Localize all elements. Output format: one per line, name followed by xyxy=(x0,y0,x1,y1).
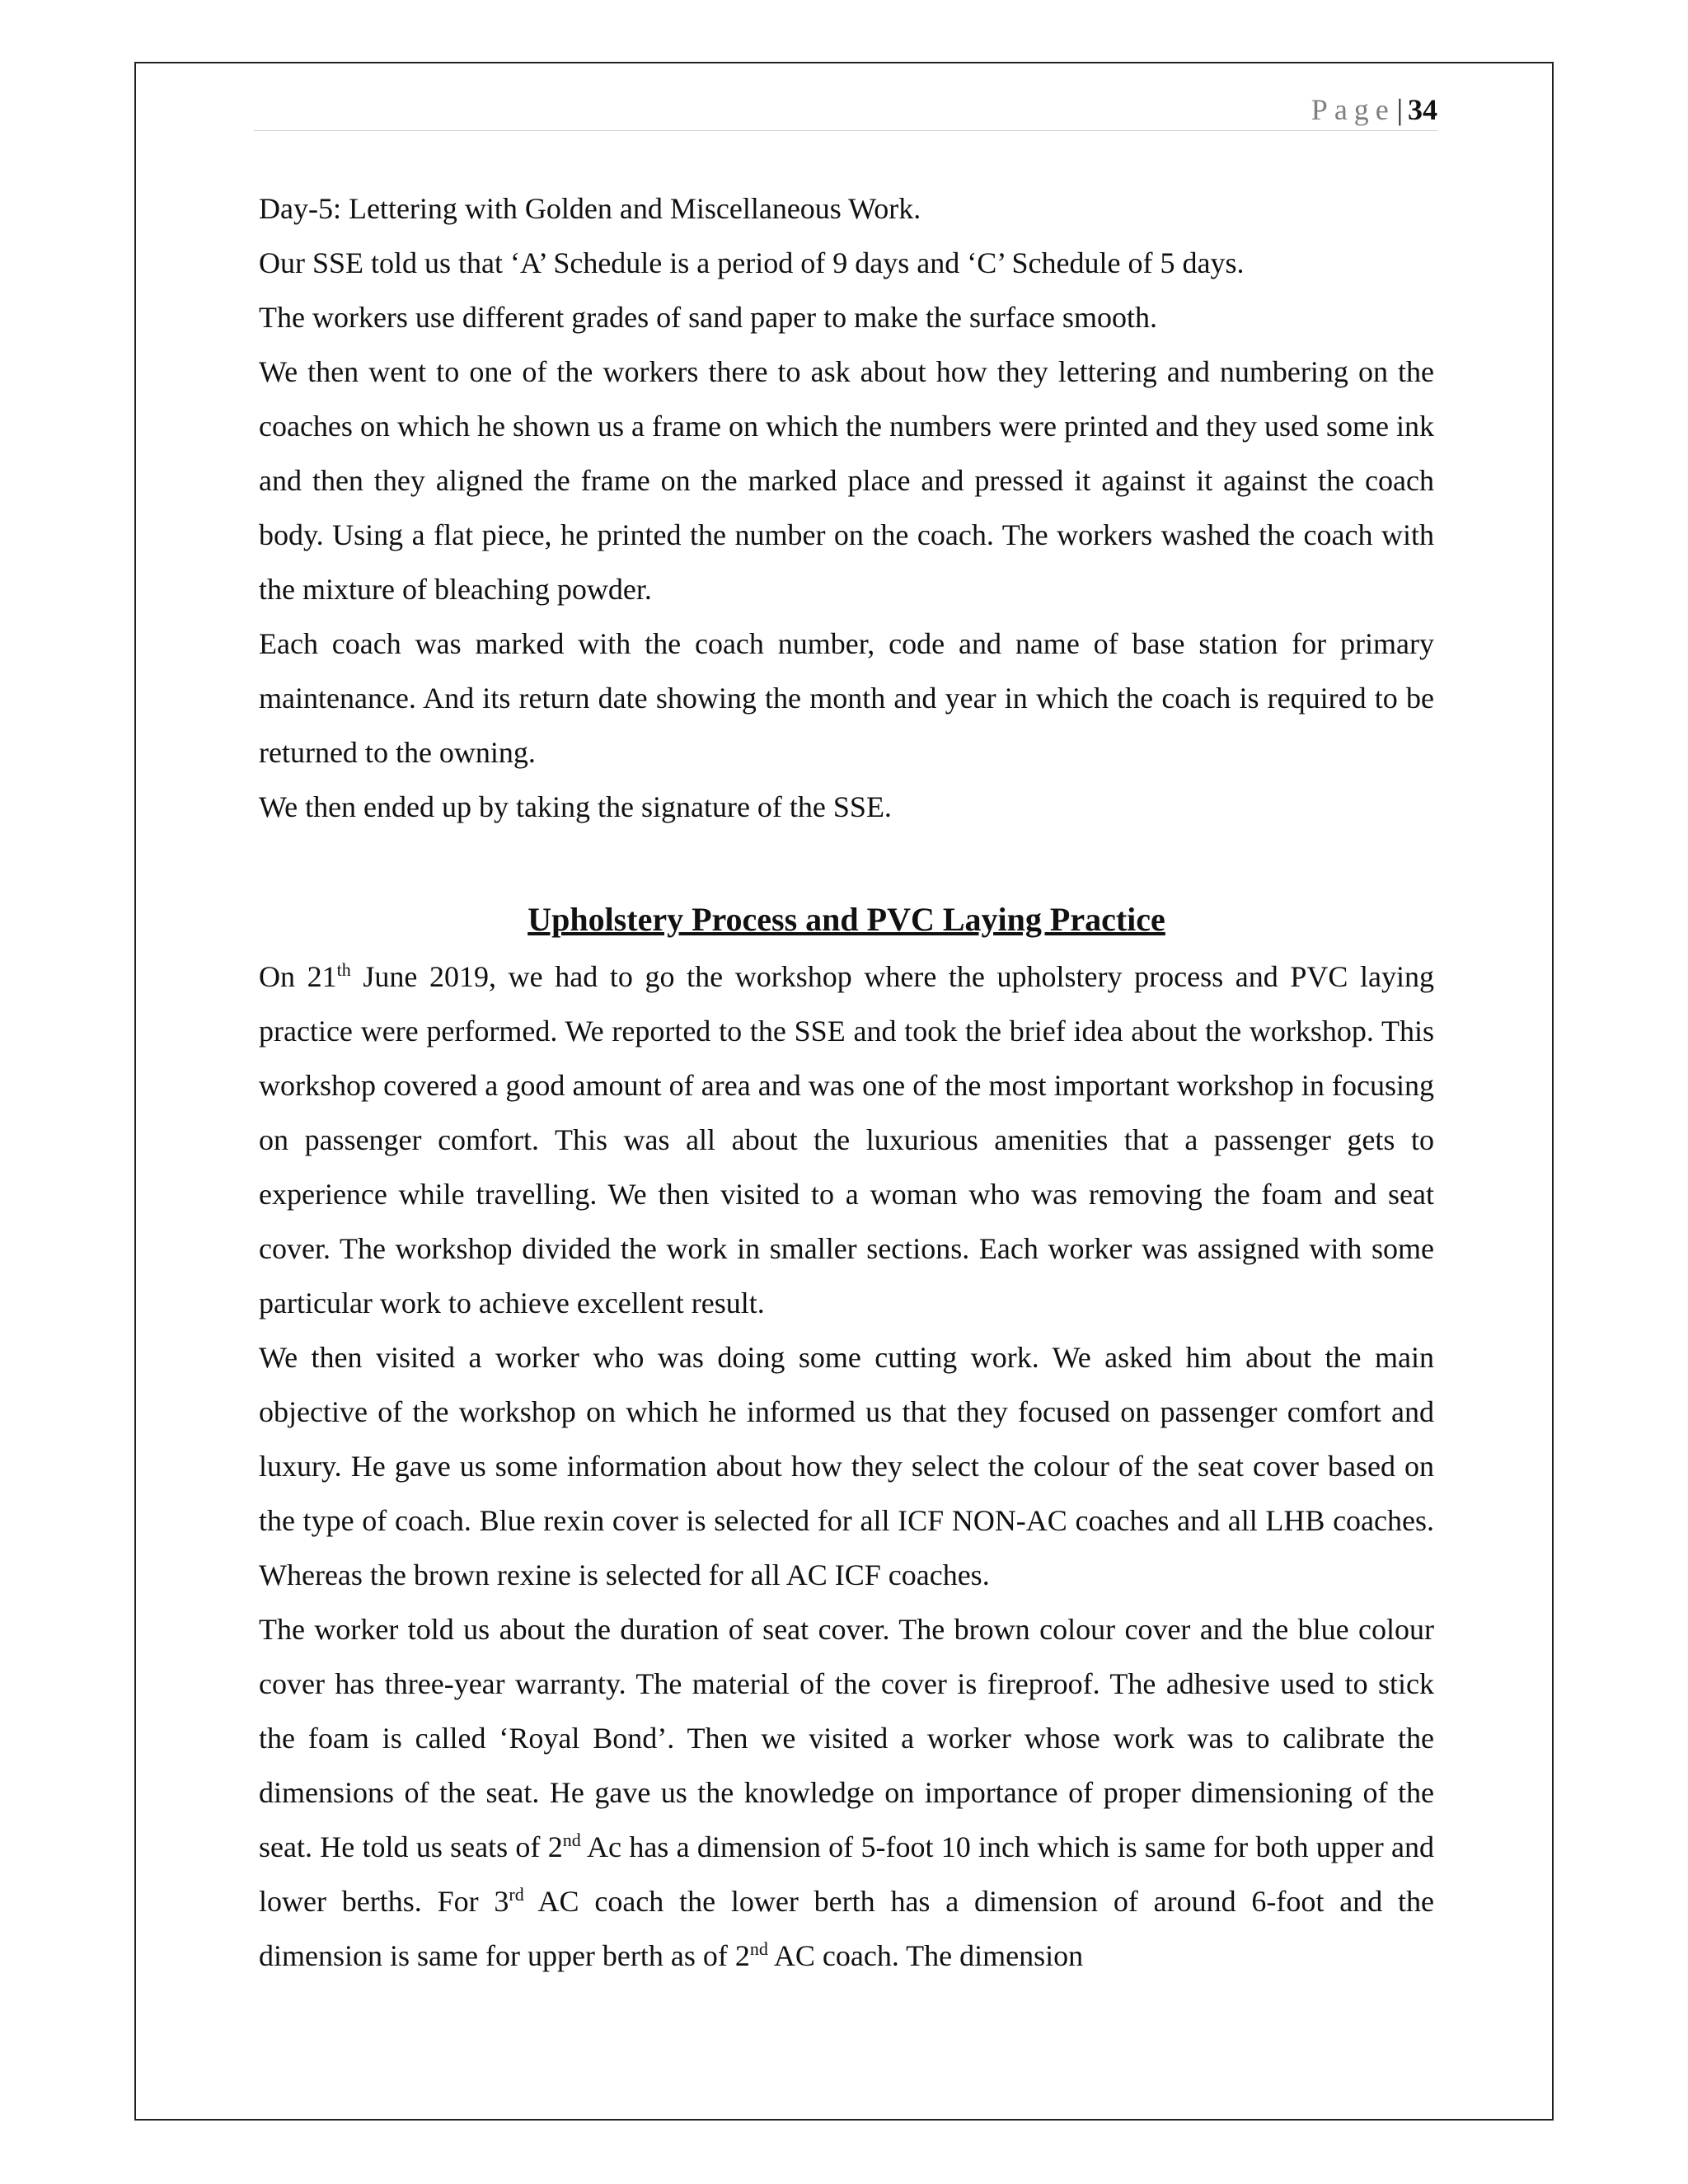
paragraph-day5: Day-5: Lettering with Golden and Miscellaneous Work. xyxy=(259,192,921,225)
seat-text-a: The worker told us about the duration of seat cover. The brown colour cover and the blue colour cover has three-year warranty. The material of the cover is fireproof. The adhesive used to stick the foam is called ‘Royal Bond’. Then we visited a worker whose work was to calibrate the dimensions of the seat. He gave us the knowledge on importance of proper dimensioning of the seat. He told us seats of 2 xyxy=(259,1613,1434,1863)
paragraph-lettering: We then went to one of the workers there to ask about how they lettering and numbering on the coaches on which he shown us a frame on which the numbers were printed and they used some ink and then they aligned the frame on the marked place and pressed it against it against the coach body. Using a flat piece, he printed the number on the coach. The workers washed the coach with the mixture of bleaching powder. xyxy=(259,355,1434,606)
document-body xyxy=(259,181,1434,1983)
seat-text-d: AC coach. The dimension xyxy=(767,1939,1084,1972)
seat-text-b: Ac has a dimension of 5-foot 10 inch which is same for both upper and lower berths. For 3 xyxy=(259,1830,1435,1918)
paragraph-signature: We then ended up by taking the signature of the SSE. xyxy=(259,790,892,823)
section-spacer xyxy=(259,834,1434,890)
paragraph-seat-cover xyxy=(259,1602,1434,1983)
page-number: 34 xyxy=(1408,93,1437,126)
paragraph-workshop-intro xyxy=(259,949,1434,1330)
paragraph-cutting-work: We then visited a worker who was doing some cutting work. We asked him about the main objective of the workshop on which he informed us that they focused on passenger comfort and luxury. He gave us some information about how they select the colour of the seat cover based on the type of coach. Blue rexin cover is selected for all ICF NON-AC coaches and all LHB coaches. Whereas the brown rexine is selected for all AC ICF coaches. xyxy=(259,1341,1434,1591)
ordinal-suffix: th xyxy=(336,959,351,980)
ordinal-suffix: rd xyxy=(509,1884,524,1905)
paragraph-coach-marking: Each coach was marked with the coach number, code and name of base station for primary maintenance. And its return date showing the month and year in which the coach is required to be returned to the owning. xyxy=(259,627,1434,769)
ordinal-suffix: nd xyxy=(749,1938,768,1959)
intro-text-start: On 21 xyxy=(259,960,337,993)
page-label: Page xyxy=(1311,93,1395,126)
page-separator: | xyxy=(1396,93,1403,126)
page-header xyxy=(254,92,1437,131)
ordinal-suffix: nd xyxy=(562,1830,581,1850)
section-heading: Upholstery Process and PVC Laying Practice xyxy=(528,901,1165,938)
paragraph-sand-paper: The workers use different grades of sand paper to make the surface smooth. xyxy=(259,301,1157,334)
intro-text-rest: June 2019, we had to go the workshop where the upholstery process and PVC laying practice were performed. We reported to the SSE and took the brief idea about the workshop. This workshop covered a good amount of area and was one of the most important workshop in focusing on passenger comfort. This was all about the luxurious amenities that a passenger gets to experience while travelling. We then visited to a woman who was removing the foam and seat cover. The workshop divided the work in smaller sections. Each worker was assigned with some particular work to achieve excellent result. xyxy=(259,960,1434,1319)
seat-text-c: AC coach the lower berth has a dimension of around 6-foot and the dimension is same for upper berth as of 2 xyxy=(259,1885,1434,1972)
paragraph-schedule: Our SSE told us that ‘A’ Schedule is a period of 9 days and ‘C’ Schedule of 5 days. xyxy=(259,246,1245,279)
